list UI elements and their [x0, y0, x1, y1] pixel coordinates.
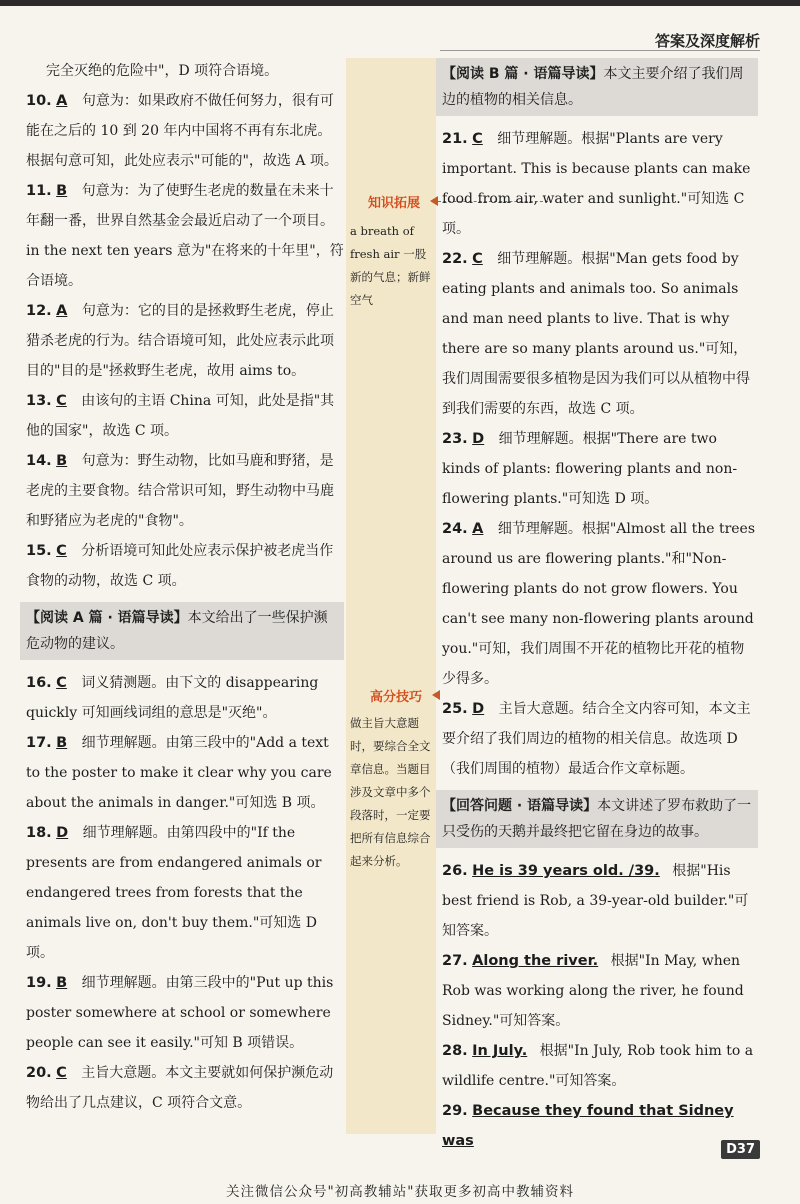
answer-item: [26, 386, 344, 446]
answer-item: [26, 296, 344, 386]
item-explanation: 分析语境可知此处应表示保护被老虎当作食物的动物，故选 C 项。: [26, 543, 334, 589]
item-number: 28.: [442, 1043, 468, 1059]
item-answer: A: [472, 521, 484, 537]
item-explanation: 细节理解题。根据"Man gets food by eating plants and animals too. So animals and man need plants to live. That is why there are so many plants around us."可知，我们周围需要很多植物是因为我们可以从植物中得到我们需要的东西，故选 C 项。: [442, 251, 750, 417]
item-explanation: 细节理解题。由第三段中的"Put up this poster somewhere at school or somewhere people can see it easily."可知 B 项错误。: [26, 975, 334, 1051]
page-header-title: 答案及深度解析: [654, 32, 760, 50]
item-number: 24.: [442, 521, 468, 537]
item-explanation: 细节理解题。根据"Plants are very important. This is because plants can make food from air, water and sunlight."可知选 C 项。: [442, 131, 751, 237]
answer-item: [26, 86, 344, 176]
item-explanation: 细节理解题。根据"There are two kinds of plants: flowering plants and non-flowering plants."可知选 D 项。: [442, 431, 738, 507]
item-number: 11.: [26, 183, 52, 199]
answer-questions-guide: [436, 790, 758, 848]
top-border: [0, 0, 800, 6]
item-answer: He is 39 years old. /39.: [472, 863, 660, 879]
guide-text: 本文给出了一些保护濒危动物的建议。: [26, 610, 328, 652]
item-answer: B: [56, 735, 68, 751]
note-tip-title: 高分技巧: [370, 690, 423, 705]
item-answer: B: [56, 453, 68, 469]
item-answer: In July.: [472, 1043, 528, 1059]
guide-label: 【阅读 B 篇 · 语篇导读】: [442, 66, 604, 82]
answer-item: [26, 446, 344, 536]
item-explanation: 主旨大意题。本文主要就如何保护濒危动物给出了几点建议，C 项符合文意。: [26, 1065, 334, 1111]
right-column: [442, 56, 758, 1156]
item-answer: C: [56, 1065, 67, 1081]
reading-b-guide: [436, 58, 758, 116]
item-number: 25.: [442, 701, 468, 717]
answer-item: [442, 124, 758, 244]
note-knowledge-text: a breath of fresh air 一股新的气息；新鲜空气: [350, 224, 431, 307]
item-answer: C: [472, 131, 483, 147]
page-number: D37: [721, 1140, 760, 1159]
item-answer: C: [472, 251, 483, 267]
item-answer: C: [56, 393, 67, 409]
item-number: 19.: [26, 975, 52, 991]
intro-text: 完全灭绝的危险中"，D 项符合语境。: [46, 63, 279, 79]
item-explanation: 句意为：野生动物，比如马鹿和野猪，是老虎的主要食物。结合常识可知，野生动物中马鹿和野猪应为老虎的"食物"。: [26, 453, 334, 529]
item-number: 16.: [26, 675, 52, 691]
answer-item: [26, 536, 344, 596]
item-number: 15.: [26, 543, 52, 559]
item-answer: Because they found that Sidney was: [442, 1103, 734, 1149]
answer-item: [442, 514, 758, 694]
item-explanation: 句意为：为了使野生老虎的数量在未来十年翻一番，世界自然基金会最近启动了一个项目。in the next ten years 意为"在将来的十年里"，符合语境。: [26, 183, 344, 289]
answer-item: [442, 1096, 758, 1156]
item-number: 22.: [442, 251, 468, 267]
item-answer: B: [56, 975, 68, 991]
item-answer: D: [56, 825, 69, 841]
guide-label: 【回答问题 · 语篇导读】: [442, 798, 598, 814]
answer-item: [26, 1058, 344, 1118]
item-answer: A: [56, 93, 68, 109]
answer-item: [442, 244, 758, 424]
answer-item: [26, 668, 344, 728]
item-answer: A: [56, 303, 68, 319]
answer-item: [26, 176, 344, 296]
item-explanation: 句意为：如果政府不做任何努力，很有可能在之后的 10 到 20 年内中国将不再有东北虎。根据句意可知，此处应表示"可能的"，故选 A 项。: [26, 93, 338, 169]
item-answer: D: [472, 431, 485, 447]
reading-a-guide: [20, 602, 344, 660]
item-explanation: 根据"In May, when Rob was working along the river, he found Sidney."可知答案。: [442, 953, 744, 1029]
item-answer: C: [56, 543, 67, 559]
answer-item: [442, 946, 758, 1036]
item-explanation: 句意为：它的目的是拯救野生老虎，停止猎杀老虎的行为。结合语境可知，此处应表示此项目的"目的是"拯救野生老虎，故用 aims to。: [26, 303, 334, 379]
item-number: 27.: [442, 953, 468, 969]
item-number: 21.: [442, 131, 468, 147]
item-explanation: 细节理解题。由第四段中的"If the presents are from endangered animals or endangered trees from forests that the animals live on, don't buy them."可知选 D 项。: [26, 825, 322, 961]
guide-text: 本文主要介绍了我们周边的植物的相关信息。: [442, 66, 744, 108]
item-number: 29.: [442, 1103, 468, 1119]
answer-item: [26, 728, 344, 818]
item-number: 10.: [26, 93, 52, 109]
arrow-icon: [432, 690, 440, 700]
note-knowledge-title: 知识拓展: [368, 196, 421, 211]
item-explanation: 细节理解题。根据"Almost all the trees around us are flowering plants."和"Non-flowering plants do not grow flowers. You can't see many non-flowering plants around you."可知，我们周围不开花的植物比开花的植物少得多。: [442, 521, 756, 687]
answer-item: [442, 424, 758, 514]
header-divider: [440, 50, 760, 51]
item-explanation: 根据"In July, Rob took him to a wildlife centre."可知答案。: [442, 1043, 754, 1089]
answer-item: [442, 856, 758, 946]
note-tip-text: 做主旨大意题时，要综合全文章信息。当题目涉及文章中多个段落时，一定要把所有信息综合起来分析。: [350, 716, 431, 868]
item-number: 26.: [442, 863, 468, 879]
answer-item: [26, 818, 344, 968]
item-number: 13.: [26, 393, 52, 409]
answer-item: [26, 968, 344, 1058]
item-explanation: 主旨大意题。结合全文内容可知，本文主要介绍了我们周边的植物的相关信息。故选项 D（我们周围的植物）最适合作文章标题。: [442, 701, 751, 777]
item-answer: Along the river.: [472, 953, 599, 969]
arrow-icon: [430, 196, 438, 206]
item-answer: D: [472, 701, 485, 717]
item-number: 14.: [26, 453, 52, 469]
item-answer: C: [56, 675, 67, 691]
item-explanation: 由该句的主语 China 可知，此处是指"其他的国家"，故选 C 项。: [26, 393, 335, 439]
item-number: 12.: [26, 303, 52, 319]
answer-item: [442, 694, 758, 784]
item-answer: B: [56, 183, 68, 199]
guide-text: 本文讲述了罗布救助了一只受伤的天鹅并最终把它留在身边的故事。: [442, 798, 752, 840]
item-explanation: 细节理解题。由第三段中的"Add a text to the poster to make it clear why you care about the animals in danger."可知选 B 项。: [26, 735, 332, 811]
footer-note: 关注微信公众号"初高教辅站"获取更多初高中教辅资料: [226, 1184, 574, 1200]
item-number: 23.: [442, 431, 468, 447]
left-column: [26, 56, 344, 1118]
item-number: 20.: [26, 1065, 52, 1081]
item-number: 17.: [26, 735, 52, 751]
answer-item: [442, 1036, 758, 1096]
item-explanation: 根据"His best friend is Rob, a 39-year-old builder."可知答案。: [442, 863, 749, 939]
item-number: 18.: [26, 825, 52, 841]
guide-label: 【阅读 A 篇 · 语篇导读】: [26, 610, 188, 626]
item-explanation: 词义猜测题。由下文的 disappearing quickly 可知画线词组的意思是"灭绝"。: [26, 675, 319, 721]
